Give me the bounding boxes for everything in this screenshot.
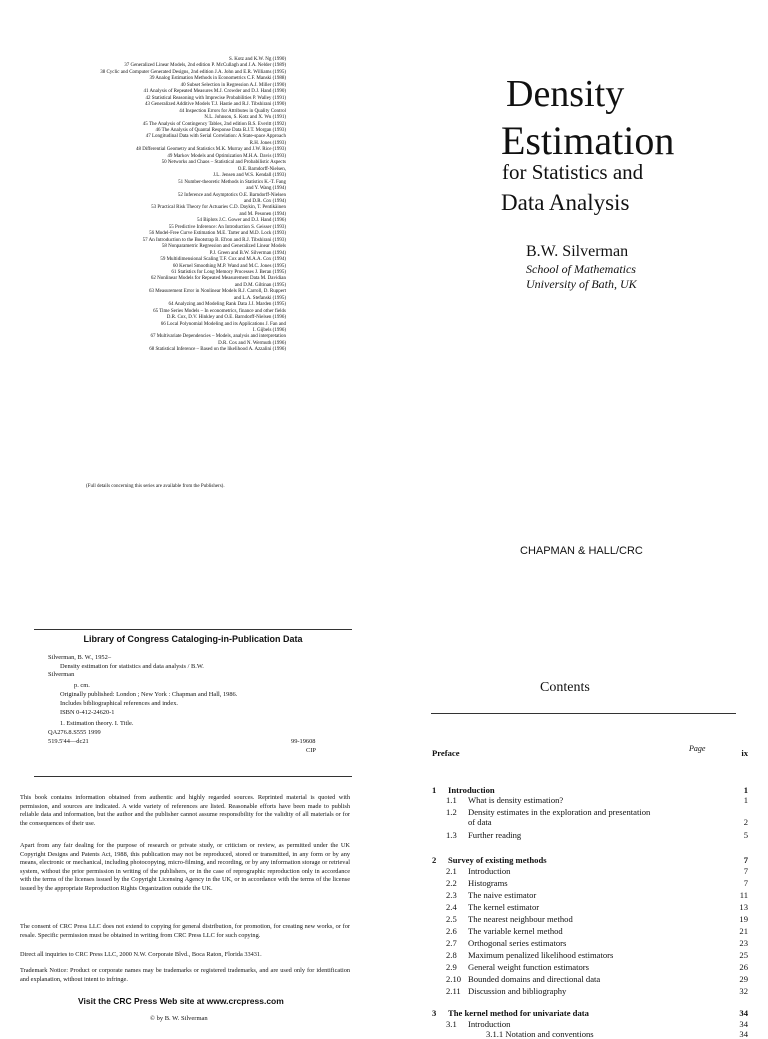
toc-page-number: 34 — [739, 1008, 748, 1018]
series-list-item: 37 Generalized Linear Models, 2nd edition P. McCullagh and J.A. Nelder (1989) — [124, 63, 286, 69]
toc-number: 1.1 — [446, 795, 457, 805]
series-list-item: 66 Local Polynomial Modeling and its Applications J. Fan and — [160, 321, 286, 327]
cip-box — [34, 629, 352, 777]
title-page — [384, 0, 768, 557]
toc-page-number: ix — [741, 748, 748, 758]
toc-number: 1.2 — [446, 807, 457, 817]
toc-entry-label: The nearest neighbour method — [468, 914, 573, 924]
publisher-name: CHAPMAN & HALL/CRC — [520, 545, 643, 557]
contents-title: Contents — [540, 680, 590, 695]
toc-page-number: 7 — [743, 878, 748, 888]
cip-line: p. cm. — [74, 682, 90, 689]
page-column-heading: Page — [689, 744, 706, 753]
copyright-paragraph: Direct all inquiries to CRC Press LLC, 2000 N.W. Corporate Blvd., Boca Raton, Florida 33431. — [20, 951, 262, 958]
website-line: Visit the CRC Press Web site at www.crcpress.com — [78, 996, 284, 1006]
toc-page-number: 7 — [743, 855, 748, 865]
series-list-item: and Y. Wang (1994) — [246, 186, 286, 192]
series-note: (Full details concerning this series are available from the Publishers). — [86, 484, 225, 489]
toc-entry-label: Maximum penalized likelihood estimators — [468, 950, 614, 960]
series-list-item: 55 Predictive Inference: An Introduction S. Geisser (1993) — [168, 224, 286, 230]
toc-number: 1.3 — [446, 830, 457, 840]
series-list-item: 47 Longitudinal Data with Serial Correlation: A State-space Approach — [145, 134, 286, 140]
toc-page-number: 1 — [743, 795, 748, 805]
cip-line: QA276.8.S555 1999 — [48, 729, 101, 736]
book-title-line-3: for Statistics and — [502, 160, 644, 184]
toc-number: 2.9 — [446, 962, 457, 972]
series-list-item: D.R. Cox and N. Wermuth (1996) — [218, 340, 286, 346]
series-list-item: and L.A. Stefanski (1995) — [233, 295, 286, 301]
toc-page-number: 29 — [739, 974, 748, 984]
series-list-item: 67 Multivariate Dependencies – Models, analysis and interpretation — [150, 334, 286, 340]
series-list-item: 56 Model-Free Curve Estimation M.E. Tarter and M.D. Lock (1993) — [149, 231, 286, 237]
series-list-item: 60 Kernel Smoothing M.P. Wand and M.C. Jones (1995) — [172, 263, 286, 269]
series-list-item: 49 Markov Models and Optimization M.H.A. Davis (1993) — [167, 153, 286, 159]
series-list-item: 39 Analog Estimation Methods in Econometrics C.F. Manski (1988) — [149, 76, 286, 82]
author-name: B.W. Silverman — [526, 243, 629, 260]
toc-entry-label: Further reading — [468, 830, 522, 840]
cip-label: CIP — [306, 747, 316, 754]
toc-number: 3.1 — [446, 1019, 457, 1029]
toc-entry-label: Introduction — [468, 866, 511, 876]
copyright-paragraph: This book contains information obtained from authentic and highly regarded sources. Reprinted material is quoted with permission, and sources are indicated. A wide variety of references are listed. Reasonable efforts have been made to publish reliable data and information, but the author and the publisher cannot assume responsibility for the validity of all materials or for the consequences of their use. — [20, 794, 350, 827]
series-list-item: 52 Inference and Asymptotics O.E. Barndorff-Nielsen — [177, 192, 286, 198]
series-list-item: 68 Statistical Inference – Based on the likelihood A. Azzalini (1996) — [149, 347, 286, 353]
toc-number: 2.11 — [446, 986, 461, 996]
toc-entry-label: 3.1.1 Notation and conventions — [486, 1029, 594, 1039]
series-list-item: 41 Analysis of Repeated Measures M.J. Crowder and D.J. Hand (1990) — [143, 89, 286, 95]
series-list-item: and M. Pesonen (1994) — [239, 211, 286, 217]
series-list — [76, 57, 286, 354]
series-list-item: J.L. Jensen and W.S. Kendall (1993) — [213, 173, 286, 179]
series-list-item: 48 Differential Geometry and Statistics M.K. Murray and J.W. Rice (1993) — [136, 147, 286, 153]
toc-number: 2.3 — [446, 890, 457, 900]
toc-page-number: 11 — [739, 890, 748, 900]
series-list-item: R.H. Jones (1993) — [249, 140, 286, 146]
book-title-line-4: Data Analysis — [501, 190, 630, 215]
series-list-item: S. Kotz and K.W. Ng (1990) — [228, 57, 286, 62]
series-list-item: 40 Subset Selection in Regression A.J. Miller (1990) — [180, 82, 286, 88]
series-list-item: N.L. Johnson, S. Kotz and X. Wu (1991) — [204, 115, 286, 121]
toc-page-number: 2 — [743, 817, 748, 827]
book-title-line-1: Density — [506, 73, 625, 115]
toc-entry-label: The kernel method for univariate data — [448, 1008, 589, 1018]
copyright-paragraph: Apart from any fair dealing for the purpose of research or private study, or criticism or review, as permitted under the UK Copyright Designs and Patents Act, 1988, this publication may not be reproduced, stored or transmitted, in any form or by any means, electronic or mechanical, including photocopying, micro-filming, and recording, or by any information storage or retrieval system, without the prior permission in writing of the publishers, or in the case of reprographic reproduction only in accordance with the terms of the licenses issued by the Copyright Licensing Agency in the UK, or in accordance with the terms of the license issued by the appropriate Reproduction Rights Organization outside the UK. — [20, 842, 350, 892]
series-list-item: 64 Analyzing and Modeling Rank Data J.J. Marden (1995) — [168, 302, 286, 308]
toc-number: 2 — [432, 855, 437, 865]
cip-line: 1. Estimation theory. I. Title. — [60, 720, 134, 727]
series-list-item: 59 Multidimensional Scaling T.F. Cox and M.A.A. Cox (1994) — [160, 257, 286, 263]
toc-page-number: 26 — [739, 962, 748, 972]
toc-page-number: 32 — [739, 986, 748, 996]
toc-entry-label: Density estimates in the exploration and presentation — [468, 807, 651, 817]
series-list-item: 62 Nonlinear Models for Repeated Measurement Data M. Davidian — [150, 276, 286, 282]
series-list-item: 53 Practical Risk Theory for Actuaries C.D. Daykin, T. Pentikäinen — [151, 205, 286, 211]
toc-page-number: 23 — [739, 938, 748, 948]
toc-entry-label: The variable kernel method — [468, 926, 563, 936]
author-affiliation-university: University of Bath, UK — [526, 277, 637, 291]
toc-entry-label: Introduction — [448, 785, 495, 795]
series-list-item: 46 The Analysis of Quantal Response Data B.J.T. Morgan (1993) — [155, 127, 286, 133]
toc-page-number: 1 — [743, 785, 748, 795]
cip-line: 519.5'44—dc21 — [48, 738, 89, 745]
toc-number: 1 — [432, 785, 437, 795]
toc-entry-label: of data — [468, 817, 492, 827]
series-list-item: 61 Statistics for Long Memory Processes J. Beran (1995) — [171, 269, 286, 275]
toc-number: 2.8 — [446, 950, 457, 960]
series-list-item: O.E. Barndorff-Nielsen, — [237, 166, 286, 172]
toc-number: 2.1 — [446, 866, 457, 876]
toc-entry-label: Histograms — [468, 878, 508, 888]
series-list-item: 44 Inspection Errors for Attributes in Quality Control — [179, 108, 286, 114]
series-list-item: D.R. Cox, D.V. Hinkley and O.E. Barndorff-Nielsen (1996) — [166, 315, 286, 321]
toc-number: 2.6 — [446, 926, 457, 936]
toc-page-number: 13 — [739, 902, 748, 912]
toc-entry-label: The kernel estimator — [468, 902, 540, 912]
toc-number: 3 — [432, 1008, 437, 1018]
toc-entry-label: What is density estimation? — [468, 795, 564, 805]
toc-number: 2.10 — [446, 974, 462, 984]
contents-page — [384, 512, 768, 1039]
series-list-item: P.J. Green and B.W. Silverman (1994) — [209, 250, 286, 256]
copyright-line: © by B. W. Silverman — [150, 1015, 208, 1022]
copyright-paragraph: The consent of CRC Press LLC does not extend to copying for general distribution, for promotion, for creating new works, or for resale. Specific permission must be obtained in writing from CRC Press LLC for such copying. — [20, 923, 350, 939]
series-list-item: I. Gijbels (1996) — [252, 328, 286, 334]
cip-heading: Library of Congress Cataloging-in-Publication Data — [83, 634, 303, 644]
series-list-item: 65 Time Series Models – In econometrics, finance and other fields — [153, 308, 286, 314]
toc-number: 2.2 — [446, 878, 457, 888]
series-list-item: 63 Measurement Error in Nonlinear Models R.J. Carroll, D. Ruppert — [148, 289, 286, 295]
series-list-page — [0, 0, 384, 512]
series-list-item: 51 Number-theoretic Methods in Statistics K.-T. Fang — [178, 179, 286, 185]
series-list-item: 57 An Introduction to the Bootstrap B. Efron and R.J. Tibshirani (1993) — [142, 237, 286, 243]
trademark-notice: Trademark Notice: Product or corporate names may be trademarks or registered trademarks, and are used only for identification and explanation, without intent to infringe. — [20, 967, 350, 983]
cip-number: 99-19608 — [291, 738, 316, 745]
toc-entry-label: Bounded domains and directional data — [468, 974, 601, 984]
toc-page-number: 21 — [739, 926, 748, 936]
toc-number: 2.4 — [446, 902, 457, 912]
toc-entry-label: The naive estimator — [468, 890, 537, 900]
toc-page-number: 19 — [739, 914, 748, 924]
cip-line: Originally published: London ; New York : Chapman and Hall, 1986. — [60, 691, 238, 698]
toc-number: 2.5 — [446, 914, 457, 924]
toc-page-number: 5 — [743, 830, 748, 840]
toc-entry-label: Orthogonal series estimators — [468, 938, 567, 948]
series-list-item: 45 The Analysis of Contingency Tables, 2nd edition B.S. Everitt (1992) — [142, 121, 286, 127]
cip-line: Density estimation for statistics and data analysis / B.W. — [60, 663, 204, 670]
toc-entry-label: Discussion and bibliography — [468, 986, 567, 996]
cip-line: ISBN 0-412-24620-1 — [60, 709, 115, 716]
contents-rule — [431, 713, 736, 714]
cip-line: Silverman, B. W., 1952– — [48, 654, 112, 661]
toc-number: 2.7 — [446, 938, 457, 948]
series-list-item: 43 Generalized Additive Models T.J. Hastie and R.J. Tibshirani (1990) — [144, 102, 286, 108]
series-list-item: 54 Biplots J.C. Gower and D.J. Hand (1996) — [196, 218, 286, 224]
toc-page-number: 25 — [739, 950, 748, 960]
cip-line: Includes bibliographical references and index. — [60, 700, 178, 707]
series-list-item: 38 Cyclic and Computer Generated Designs, 2nd edition J.A. John and E.R. Williams (1995) — [100, 69, 286, 75]
toc-page-number: 34 — [739, 1019, 748, 1029]
series-list-item: and D.R. Cox (1994) — [243, 198, 286, 204]
toc-entry-label: Introduction — [468, 1019, 511, 1029]
toc-entry-label: Survey of existing methods — [448, 855, 547, 865]
toc-page-number: 34 — [739, 1029, 748, 1039]
book-title-line-2: Estimation — [501, 118, 675, 163]
series-list-item: 42 Statistical Reasoning with Imprecise Probabilities P. Walley (1991) — [145, 95, 286, 101]
copyright-page — [0, 512, 384, 1024]
series-list-item: 50 Networks and Chaos – Statistical and Probabilistic Aspects — [161, 160, 286, 166]
cip-line: Silverman — [48, 671, 75, 678]
toc-entry-label: General weight function estimators — [468, 962, 589, 972]
toc-entry-label: Preface — [432, 748, 460, 758]
series-list-item: 58 Nonparametric Regression and Generalized Linear Models — [161, 244, 286, 250]
toc-page-number: 7 — [743, 866, 748, 876]
series-list-item: and D.M. Giltinan (1995) — [234, 282, 286, 288]
author-affiliation-school: School of Mathematics — [526, 262, 636, 276]
